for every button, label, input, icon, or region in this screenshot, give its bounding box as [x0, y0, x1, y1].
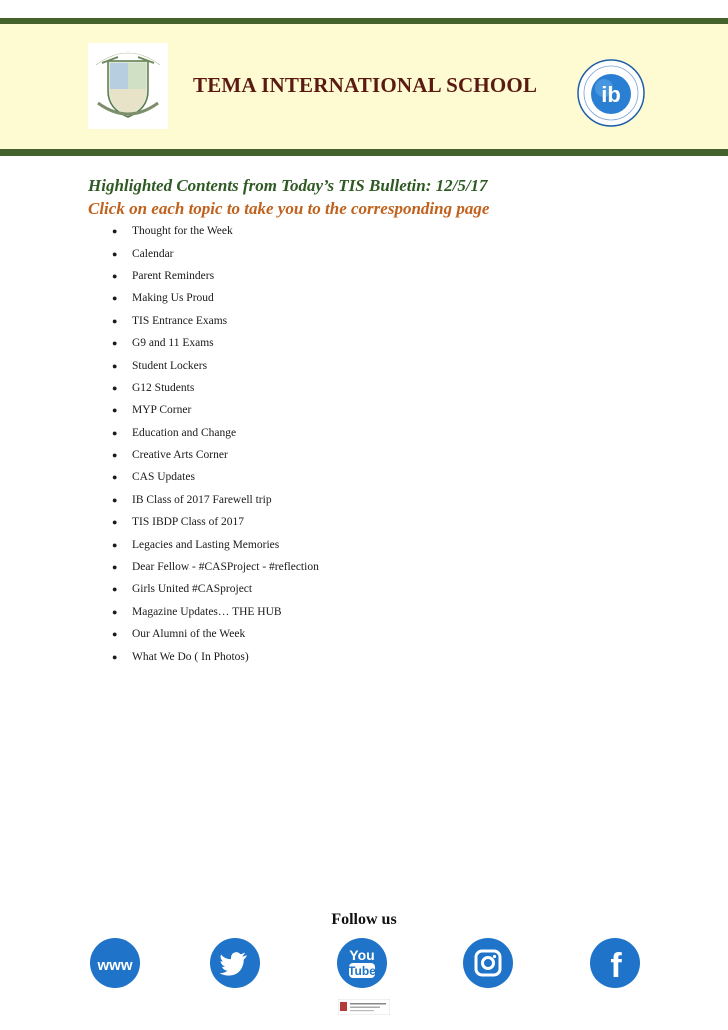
- topic-link[interactable]: [112, 466, 319, 488]
- bullet-icon: ●: [112, 494, 118, 505]
- topic-link[interactable]: [112, 601, 319, 623]
- topic-link[interactable]: [112, 533, 319, 555]
- bulletin-heading: Highlighted Contents from Today’s TIS Bulletin: 12/5/17: [88, 176, 488, 195]
- bullet-icon: ●: [112, 606, 118, 617]
- topic-link[interactable]: [112, 377, 319, 399]
- bullet-icon: ●: [112, 226, 118, 237]
- facebook-icon[interactable]: [589, 937, 641, 989]
- bullet-icon: ●: [112, 651, 118, 662]
- topic-label[interactable]: Calendar: [132, 247, 174, 260]
- ib-logo-letters: ib: [601, 82, 621, 107]
- topic-label[interactable]: TIS IBDP Class of 2017: [132, 516, 245, 529]
- topic-label[interactable]: Dear Fellow - #CASProject - #reflection: [132, 561, 319, 574]
- bullet-icon: ●: [112, 450, 118, 461]
- topic-link[interactable]: [112, 578, 319, 600]
- topic-label[interactable]: What We Do ( In Photos): [132, 650, 249, 663]
- topic-label[interactable]: Student Lockers: [132, 359, 208, 372]
- bullet-icon: ●: [112, 293, 118, 304]
- topic-link[interactable]: [112, 645, 319, 667]
- topic-label[interactable]: Creative Arts Corner: [132, 449, 228, 462]
- banner-top-bar: [0, 18, 728, 24]
- accreditation-badge-logo: [338, 999, 390, 1015]
- topic-label[interactable]: G12 Students: [132, 381, 195, 394]
- topic-label[interactable]: Magazine Updates… THE HUB: [132, 605, 282, 618]
- topic-link[interactable]: [112, 489, 319, 511]
- topic-label[interactable]: Thought for the Week: [132, 225, 233, 238]
- header-banner: [0, 18, 728, 156]
- bullet-icon: ●: [112, 382, 118, 393]
- topic-link[interactable]: [112, 310, 319, 332]
- topic-label[interactable]: MYP Corner: [132, 404, 192, 417]
- bullet-icon: ●: [112, 629, 118, 640]
- school-name: TEMA INTERNATIONAL SCHOOL: [193, 73, 538, 97]
- twitter-icon[interactable]: [209, 937, 261, 989]
- topic-link[interactable]: [112, 422, 319, 444]
- topic-label[interactable]: CAS Updates: [132, 471, 195, 484]
- bullet-icon: ●: [112, 338, 118, 349]
- topic-list: [112, 220, 319, 668]
- svg-text:You: You: [349, 947, 375, 963]
- topic-link[interactable]: [112, 287, 319, 309]
- banner-bottom-bar: [0, 149, 728, 156]
- topic-label[interactable]: Our Alumni of the Week: [132, 628, 246, 641]
- topic-link[interactable]: [112, 354, 319, 376]
- bullet-icon: ●: [112, 315, 118, 326]
- topic-link[interactable]: [112, 242, 319, 264]
- topic-link[interactable]: [112, 332, 319, 354]
- bullet-icon: ●: [112, 517, 118, 528]
- topic-link[interactable]: [112, 444, 319, 466]
- bullet-icon: ●: [112, 405, 118, 416]
- ib-logo-icon: [576, 58, 646, 128]
- bullet-icon: ●: [112, 562, 118, 573]
- topic-link[interactable]: [112, 556, 319, 578]
- website-icon[interactable]: [89, 937, 141, 989]
- youtube-icon[interactable]: [336, 937, 388, 989]
- topic-label[interactable]: TIS Entrance Exams: [132, 314, 228, 327]
- topic-label[interactable]: Making Us Proud: [132, 292, 214, 305]
- topic-link[interactable]: [112, 220, 319, 242]
- topic-label[interactable]: G9 and 11 Exams: [132, 337, 214, 350]
- bullet-icon: ●: [112, 360, 118, 371]
- bullet-icon: ●: [112, 270, 118, 281]
- bullet-icon: ●: [112, 248, 118, 259]
- instagram-icon[interactable]: [462, 937, 514, 989]
- facebook-icon-label: f: [610, 947, 622, 985]
- bulletin-instructions: Click on each topic to take you to the corresponding page: [88, 199, 490, 218]
- topic-label[interactable]: Education and Change: [132, 426, 237, 439]
- bullet-icon: ●: [112, 539, 118, 550]
- bullet-icon: ●: [112, 472, 118, 483]
- svg-text:Tube: Tube: [348, 964, 376, 978]
- topic-link[interactable]: [112, 399, 319, 421]
- topic-label[interactable]: Legacies and Lasting Memories: [132, 538, 280, 551]
- topic-link[interactable]: [112, 511, 319, 533]
- topic-link[interactable]: [112, 623, 319, 645]
- follow-us-label: Follow us: [331, 911, 397, 928]
- topic-label[interactable]: Parent Reminders: [132, 269, 215, 282]
- topic-label[interactable]: Girls United #CASproject: [132, 583, 253, 596]
- topic-label[interactable]: IB Class of 2017 Farewell trip: [132, 493, 272, 506]
- topic-link[interactable]: [112, 265, 319, 287]
- bullet-icon: ●: [112, 427, 118, 438]
- school-crest-logo: [88, 43, 168, 129]
- website-icon-label: www: [97, 957, 133, 974]
- bullet-icon: ●: [112, 584, 118, 595]
